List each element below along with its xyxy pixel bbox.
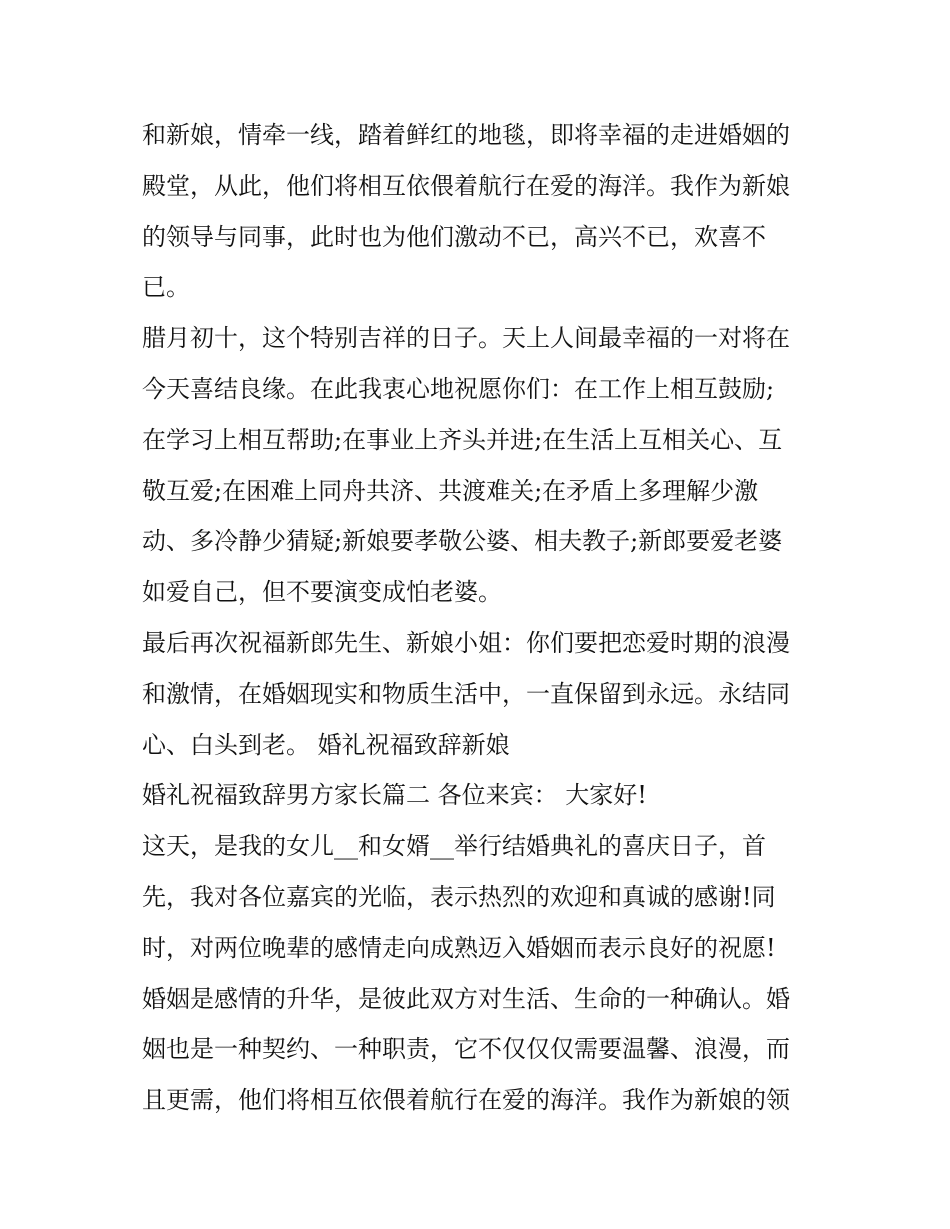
text-line: 动、多冷静少猜疑;新娘要孝敬公婆、相夫教子;新郎要爱老婆	[142, 527, 783, 556]
text-line: 心、白头到老。 婚礼祝福致辞新娘	[142, 730, 510, 759]
text-line: 时，对两位晚辈的感情走向成熟迈入婚姻而表示良好的祝愿!	[142, 933, 776, 962]
text-line: 敬互爱;在困难上同舟共济、共渡难关;在矛盾上多理解少激	[142, 476, 759, 505]
text-line: 先，我对各位嘉宾的光临，表示热烈的欢迎和真诚的感谢!同	[142, 882, 776, 911]
text-line: 最后再次祝福新郎先生、新娘小姐：你们要把恋爱时期的浪漫	[142, 628, 790, 657]
text-line: 这天，是我的女儿__和女婿__举行结婚典礼的喜庆日子，首	[142, 832, 766, 861]
text-line: 今天喜结良缘。在此我衷心地祝愿你们：在工作上相互鼓励;	[142, 374, 775, 403]
text-line: 在学习上相互帮助;在事业上齐头并进;在生活上互相关心、互	[142, 425, 783, 454]
text-line: 如爱自己，但不要演变成怕老婆。	[142, 578, 502, 607]
text-line: 和激情，在婚姻现实和物质生活中，一直保留到永远。永结同	[142, 679, 790, 708]
text-line: 腊月初十，这个特别吉祥的日子。天上人间最幸福的一对将在	[142, 324, 790, 353]
text-line: 姻也是一种契约、一种职责，它不仅仅仅需要温馨、浪漫，而	[142, 1035, 790, 1064]
text-line: 的领导与同事，此时也为他们激动不已，高兴不已，欢喜不	[142, 222, 766, 251]
text-line: 婚礼祝福致辞男方家长篇二 各位来宾： 大家好!	[142, 781, 647, 810]
document-body-text	[142, 110, 814, 1126]
text-line: 且更需，他们将相互依偎着航行在爱的海洋。我作为新娘的领	[142, 1086, 790, 1115]
text-line: 婚姻是感情的升华，是彼此双方对生活、生命的一种确认。婚	[142, 984, 790, 1013]
text-line: 和新娘，情牵一线，踏着鲜红的地毯，即将幸福的走进婚姻的	[142, 121, 790, 149]
text-line: 殿堂，从此，他们将相互依偎着航行在爱的海洋。我作为新娘	[142, 171, 790, 200]
text-line: 已。	[142, 273, 190, 302]
